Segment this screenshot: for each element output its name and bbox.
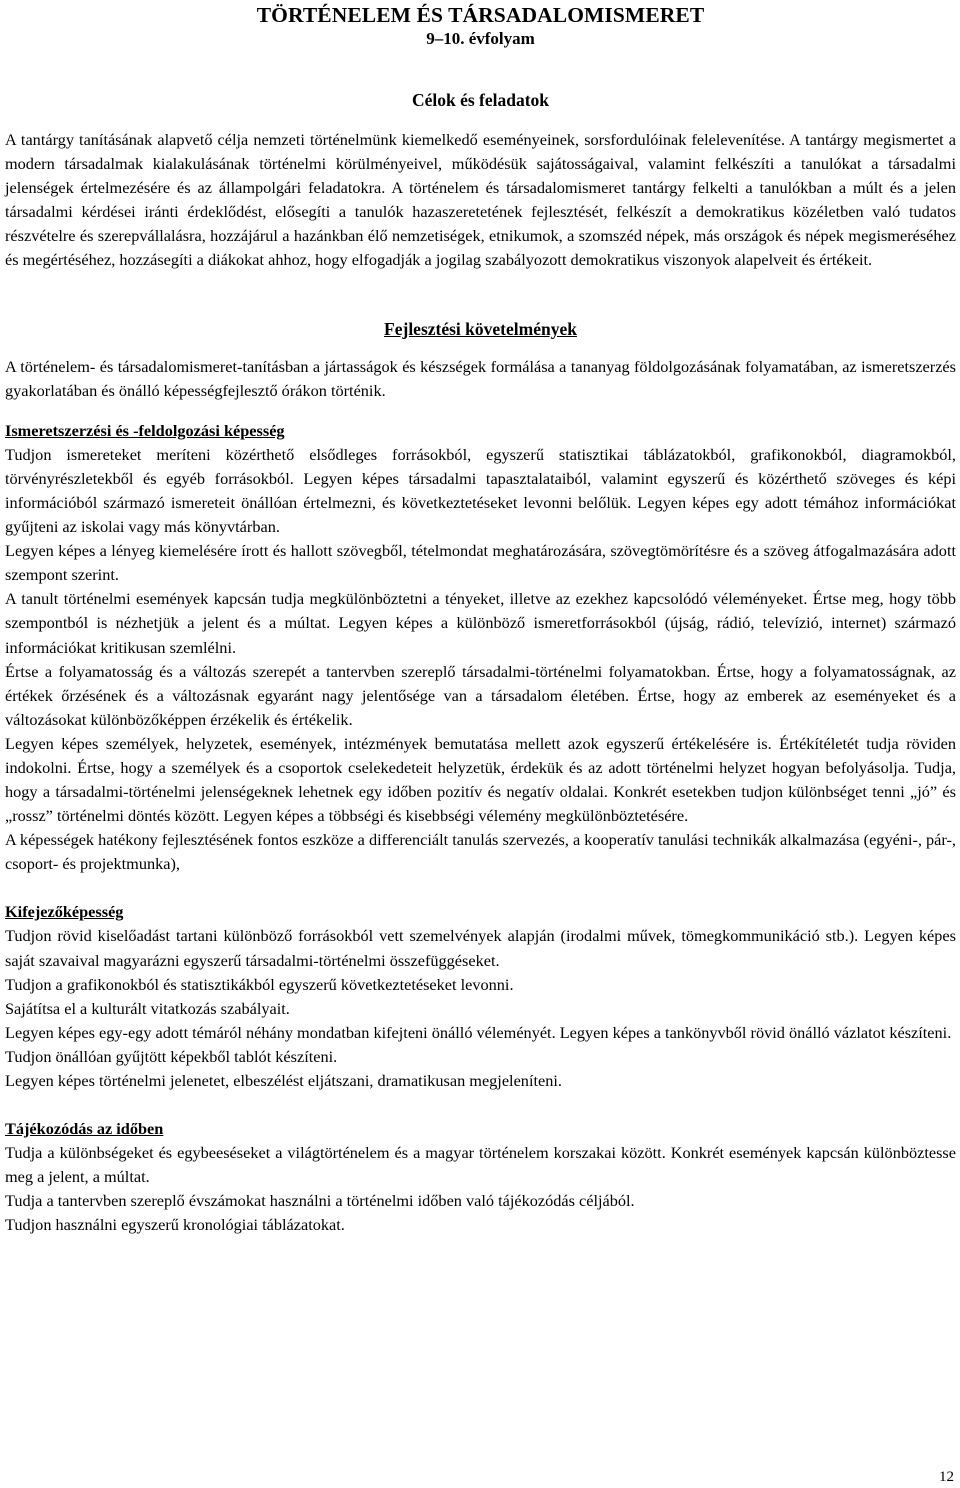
expression-paragraph: Sajátítsa el a kulturált vitatkozás szabályait. bbox=[5, 998, 290, 1018]
time-orientation-paragraph: Tudja a különbségeket és egybeeséseket a világtörténelem és a magyar történelem korszakai között. Konkrét események kapcsán különböztesse meg a jelent, a múltat. bbox=[5, 1143, 956, 1187]
spacer bbox=[5, 403, 956, 419]
knowledge-paragraph: Legyen képes személyek, helyzetek, események, intézmények bemutatása mellett azok egyszerű értékelésére is. Értékítéletét tudja röviden indokolni. Értse, hogy a személyek és a csoportok cselekedeteit helyzetük, érdekük és az adott történelmi helyzet hogyan befolyásolja. Tudja, hogy a társadalmi-történelmi jelenségeknek lehetnek egy időben pozitív és negatív oldalai. Konkrét esetekben tudjon különbséget tenni „jó” és „rossz” történelmi döntés között. Legyen képes a többségi és kisebbségi vélemény megkülönböztetésére. bbox=[5, 733, 956, 826]
document-title: TÖRTÉNELEM ÉS TÁRSADALOMISMERET bbox=[256, 3, 705, 27]
spacer bbox=[5, 341, 956, 355]
expression-paragraph: Tudjon önállóan gyűjtött képekből tablót készíteni. bbox=[5, 1046, 338, 1066]
knowledge-paragraph: A képességek hatékony fejlesztésének fontos eszköze a differenciált tanulás szervezés, a kooperatív tanulási technikák alkalmazása (egyéni-, pár-, csoport- és projektmunka), bbox=[5, 830, 956, 874]
document-subtitle: 9–10. évfolyam bbox=[426, 29, 535, 48]
knowledge-paragraph: Tudjon ismereteket meríteni közérthető elsődleges forrásokból, egyszerű statisztikai táblázatokból, grafikonokból, diagramokból, törvényrészletekből és egyéb forrásokból. Legyen képes társadalmi tapasztalataiból, valamint egyszerű és közérthető szöveges és képi információból származó ismereteit önállóan értelmezni, és következtetéseket levonni belőlük. Legyen képes egy adott témához információkat gyűjteni az iskolai vagy más könyvtárban. bbox=[5, 444, 956, 537]
spacer bbox=[5, 50, 956, 88]
expression-paragraph: Legyen képes egy-egy adott témáról néhány mondatban kifejteni önálló véleményét. Legyen képes a tankönyvből rövid önálló vázlatot készíteni. bbox=[5, 1022, 952, 1042]
time-orientation-paragraph: Tudjon használni egyszerű kronológiai táblázatokat. bbox=[5, 1215, 345, 1235]
goals-paragraph: A tantárgy tanításának alapvető célja nemzeti történelmünk kiemelkedő eseményeinek, sorsfordulóinak felelevenítése. A tantárgy megismertet a modern társadalmak kialakulásának történelmi körülményeivel, működésük sajátosságaival, valamint felkészíti a tanulókat a társadalmi jelenségek értelmezésére és az állampolgári feladatokra. A történelem és társadalomismeret tantárgy felkelti a tanulókban a múlt és a jelen társadalmi kérdései iránti érdeklődést, elősegíti a tanulók hazaszeretetének fejlesztését, felkészít a demokratikus közéletben való tudatos részvételre és szerepvállalásra, hozzájárul a hazánkban élő nemzetiségek, etnikumok, a szomszéd népek, más országok és népek megismeréséhez és megértéséhez, hozzásegíti a diákokat ahhoz, hogy elfogadják a jogilag szabályozott demokratikus viszonyok alapelveit és értékeit. bbox=[5, 130, 956, 270]
subsection-heading-knowledge: Ismeretszerzési és -feldolgozási képesség bbox=[5, 420, 285, 440]
document-page bbox=[5, 0, 956, 1237]
time-orientation-paragraph: Tudja a tantervben szereplő évszámokat használni a történelmi időben való tájékozódás céljából. bbox=[5, 1191, 635, 1211]
knowledge-paragraph: Értse a folyamatosság és a változás szerepét a tantervben szereplő társadalmi-történelmi folyamatokban. Értse, hogy a folyamatosságnak, az értékek őrzésének és a változásnak egyaránt nagy jelentősége van a társadalom életében. Értse, hogy az emberek az eseményeket és a változásokat különbözőképpen érzékelik és értékelik. bbox=[5, 661, 956, 729]
spacer bbox=[5, 876, 956, 900]
spacer bbox=[5, 112, 956, 128]
knowledge-paragraph: Legyen képes a lényeg kiemelésére írott és hallott szövegből, tételmondat meghatározására, szövegtömörítésre és a szöveg átfogalmazására adott szempont szerint. bbox=[5, 541, 956, 585]
section-heading-requirements: Fejlesztési követelmények bbox=[384, 318, 577, 339]
requirements-intro: A történelem- és társadalomismeret-tanításban a jártasságok és készségek formálása a tananyag földolgozásának folyamatában, az ismeretszerzés gyakorlatában és önálló képességfejlesztő órákon történik. bbox=[5, 356, 956, 400]
expression-paragraph: Tudjon rövid kiselőadást tartani különböző forrásokból vett szemelvények alapján (irodalmi művek, tömegkommunikáció stb.). Legyen képes saját szavaival magyarázni egyszerű társadalmi-történelmi összefüggéseket. bbox=[5, 926, 956, 970]
expression-paragraph: Tudjon a grafikonokból és statisztikákból egyszerű következtetéseket levonni. bbox=[5, 974, 514, 994]
spacer bbox=[5, 1093, 956, 1117]
subsection-heading-time-orientation: Tájékozódás az időben bbox=[5, 1119, 164, 1139]
subsection-heading-expression: Kifejezőképesség bbox=[5, 902, 124, 922]
expression-paragraph: Legyen képes történelmi jelenetet, elbeszélést eljátszani, dramatikusan megjeleníteni. bbox=[5, 1071, 562, 1090]
section-heading-goals: Célok és feladatok bbox=[411, 90, 550, 110]
knowledge-paragraph: A tanult történelmi események kapcsán tudja megkülönböztetni a tényeket, illetve az ezekhez kapcsolódó véleményeket. Értse meg, hogy több szempontból is nézhetjük a jelent és a múltat. Legyen képes a különböző ismeretforrásokból (újság, rádió, televízió, internet) származó információkat kritikusan szemlélni. bbox=[5, 589, 956, 657]
page-number: 12 bbox=[939, 1469, 954, 1485]
spacer bbox=[5, 273, 956, 317]
